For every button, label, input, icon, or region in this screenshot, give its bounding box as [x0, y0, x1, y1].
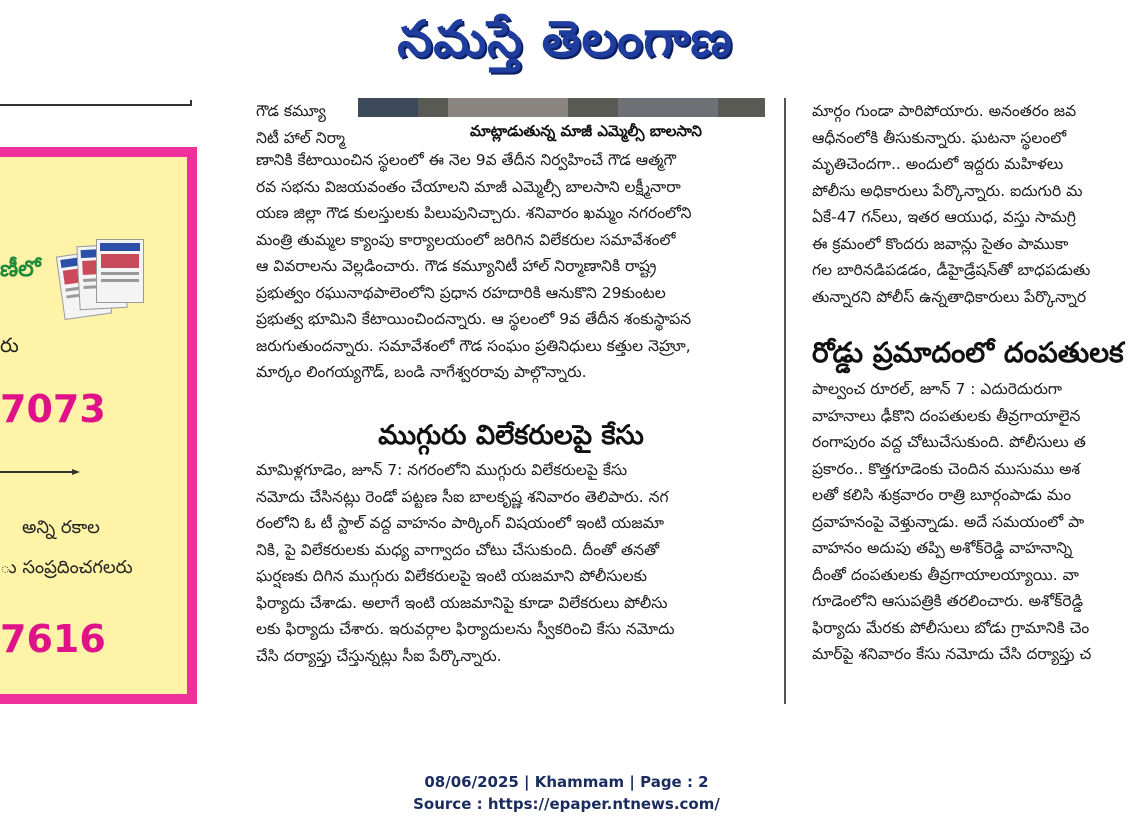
article-line: గూడెంలోని ఆసుపత్రికి తరలించారు. అశోక్‌రెడ్డి: [812, 592, 1084, 610]
left-column-rule: [0, 100, 192, 106]
article-line: మృతిచెందగా.. అందులో ఇద్దరు మహిళలు: [812, 155, 1064, 173]
ad-arrow-divider: [0, 469, 80, 475]
advertisement: [0, 147, 197, 704]
column-divider: [784, 98, 786, 704]
article-line: ఏకే-47 గన్‌లు, ఇతర ఆయుధ, వస్తు సామగ్రి: [812, 208, 1076, 226]
article-line: లకు ఫిర్యాదు చేశారు. ఇరువర్గాల ఫిర్యాదులను స్వీకరించి కేసు నమోదు: [256, 620, 675, 638]
article4-headline: రోడ్డు ప్రమాదంలో దంపతులక: [812, 336, 1124, 369]
ad-phone-number-1: 7073: [0, 387, 106, 431]
page-footer: [0, 771, 1133, 815]
ad-text-line1: ణీలో: [0, 257, 41, 282]
article-line: రంలోని ఓ టీ స్టాల్ వద్ద వాహనం పార్కింగ్ విషయంలో ఇంటి యజమా: [256, 514, 665, 532]
footer-date-edition: 08/06/2025 | Khammam | Page : 2: [424, 773, 709, 791]
article-line: పాల్వంచ రూరల్, జూన్ 7 : ఎదురెదురుగా: [812, 380, 1063, 398]
newspaper-stack-image: [60, 239, 146, 331]
article-line: రవ సభను విజయవంతం చేయాలని మాజీ ఎమ్మెల్సీ బాలసాని లక్ష్మీనారా: [256, 177, 681, 196]
article-line: జరుగుతుందన్నారు. సమావేశంలో గౌడ సంఘం ప్రతినిధులు కత్తుల నెహ్రూ,: [256, 336, 691, 355]
article-line: రంగాపురం వద్ద చోటుచేసుకుంది. పోలీసులు త: [812, 433, 1086, 451]
article-line: ణానికి కేటాయించిన స్థలంలో ఈ నెల 9వ తేదీన నిర్వహించే గౌడ ఆత్మగౌ: [256, 151, 676, 169]
footer-source-link[interactable]: Source : https://epaper.ntnews.com/: [413, 795, 720, 813]
article-line: ప్రకారం.. కొత్తగూడెంకు చెందిన ముసుము అశ: [812, 459, 1080, 478]
article-line: ఈ క్రమంలో కొందరు జవాన్లు సైతం పాముకా: [812, 234, 1069, 253]
article1-body: [256, 147, 766, 386]
ad-phone-number-2: 7616: [0, 617, 106, 661]
article-line: మామిళ్లగూడెం, జూన్ 7: నగరంలోని ముగ్గురు విలేకరులపై కేసు: [256, 461, 628, 479]
article-line: ప్రభుత్వం రఘునాథపాలెంలోని ప్రధాన రహదారికి ఆనుకొని 29కుంటల: [256, 283, 666, 302]
article-line: తున్నారని పోలీస్ ఉన్నతాధికారులు పేర్కొన్నార: [812, 287, 1087, 306]
article-line: వాహనం అదుపు తప్పి అశోక్‌రెడ్డి వాహనాన్ని: [812, 539, 1073, 557]
article-line: ప్రభుత్వ భూమిని కేటాయించిందన్నారు. ఆ స్థలంలో 9వ తేదీన శంకుస్థాపన: [256, 310, 692, 328]
ad-text-line4: ు సంప్రదించగలరు: [0, 557, 133, 578]
article-line: పోలీసు అధికారులు పేర్కొన్నారు. ఐదుగురి మ: [812, 181, 1083, 200]
article2-body: [256, 457, 766, 669]
article-line: గౌడ కమ్యూ: [256, 102, 326, 120]
ad-text-line2: రు: [0, 333, 19, 357]
article-photo: [358, 98, 765, 117]
ad-text-line3: అన్ని రకాల: [22, 517, 100, 538]
article-line: ఫిర్యాదు మేరకు పోలీసులు బోడు గ్రామానికి చెం: [812, 618, 1090, 637]
article-line: దీంతో దంపతులకు తీవ్రగాయాలయ్యాయి. వా: [812, 565, 1079, 584]
article-line: మార్గం గుండా పారిపోయారు. అనంతరం జవ: [812, 102, 1077, 120]
article-line: లతో కలిసి శుక్రవారం రాత్రి బూర్గంపాడు మం: [812, 486, 1072, 504]
article4-body: [812, 376, 1133, 668]
masthead-title: నమస్తే తెలంగాణ: [397, 10, 733, 68]
article-line: నిటీ హాల్ నిర్మా: [256, 128, 346, 147]
article1-intro: [256, 98, 366, 151]
article-line: గల బారినడిపడడం, డీహైడ్రేషన్‌తో బాధపడుతు: [812, 261, 1091, 279]
article-line: మంత్రి తుమ్మల క్యాంపు కార్యాలయంలో జరిగిన విలేకరుల సమావేశంలో: [256, 230, 676, 249]
article-line: ఘర్షణకు దిగిన ముగ్గురు విలేకరులపై ఇంటి యజమాని పోలీసులకు: [256, 567, 648, 585]
article-line: చేసి దర్యాప్తు చేస్తున్నట్లు సీఐ పేర్కొన్నారు.: [256, 646, 502, 665]
article-line: మార్కం లింగయ్యగౌడ్, బండి నాగేశ్వరరావు పాల్గొన్నారు.: [256, 363, 587, 381]
article-line: నికి, పై విలేకరులకు మధ్య వాగ్వాదం చోటు చేసుకుంది. దీంతో తనతో: [256, 540, 660, 559]
article-line: యణ జిల్లా గౌడ కులస్తులకు పిలుపునిచ్చారు. శనివారం ఖమ్మం నగరంలోని: [256, 204, 692, 222]
article-line: నమోదు చేసినట్లు రెండో పట్టణ సీఐ బాలకృష్ణ శనివారం తెలిపారు. నగ: [256, 487, 669, 506]
photo-caption: మాట్లాడుతున్న మాజీ ఎమ్మెల్సీ బాలసాని: [470, 122, 702, 140]
article-line: ఆ వివరాలను వెల్లడించారు. గౌడ కమ్యూనిటీ హాల్ నిర్మాణానికి రాష్ట్ర: [256, 257, 657, 275]
article-line: ఫిర్యాదు చేశాడు. అలాగే ఇంటి యజమానిపై కూడా విలేకరులు పోలీసు: [256, 593, 668, 612]
article2-headline: ముగ్గురు విలేకరులపై కేసు: [378, 420, 644, 451]
article-line: మార్‌పై శనివారం కేసు నమోదు చేసి దర్యాప్తు చ: [812, 645, 1092, 663]
article3-body: [812, 98, 1133, 310]
article-line: ద్రవాహనంపై వెళ్తున్నాడు. అదే సమయంలో పా: [812, 512, 1085, 531]
article-line: ఆధీనంలోకి తీసుకున్నారు. ఘటనా స్థలంలో: [812, 128, 1067, 147]
article-line: వాహనాలు ఢీకొని దంపతులకు తీవ్రగాయాలైన: [812, 406, 1081, 425]
